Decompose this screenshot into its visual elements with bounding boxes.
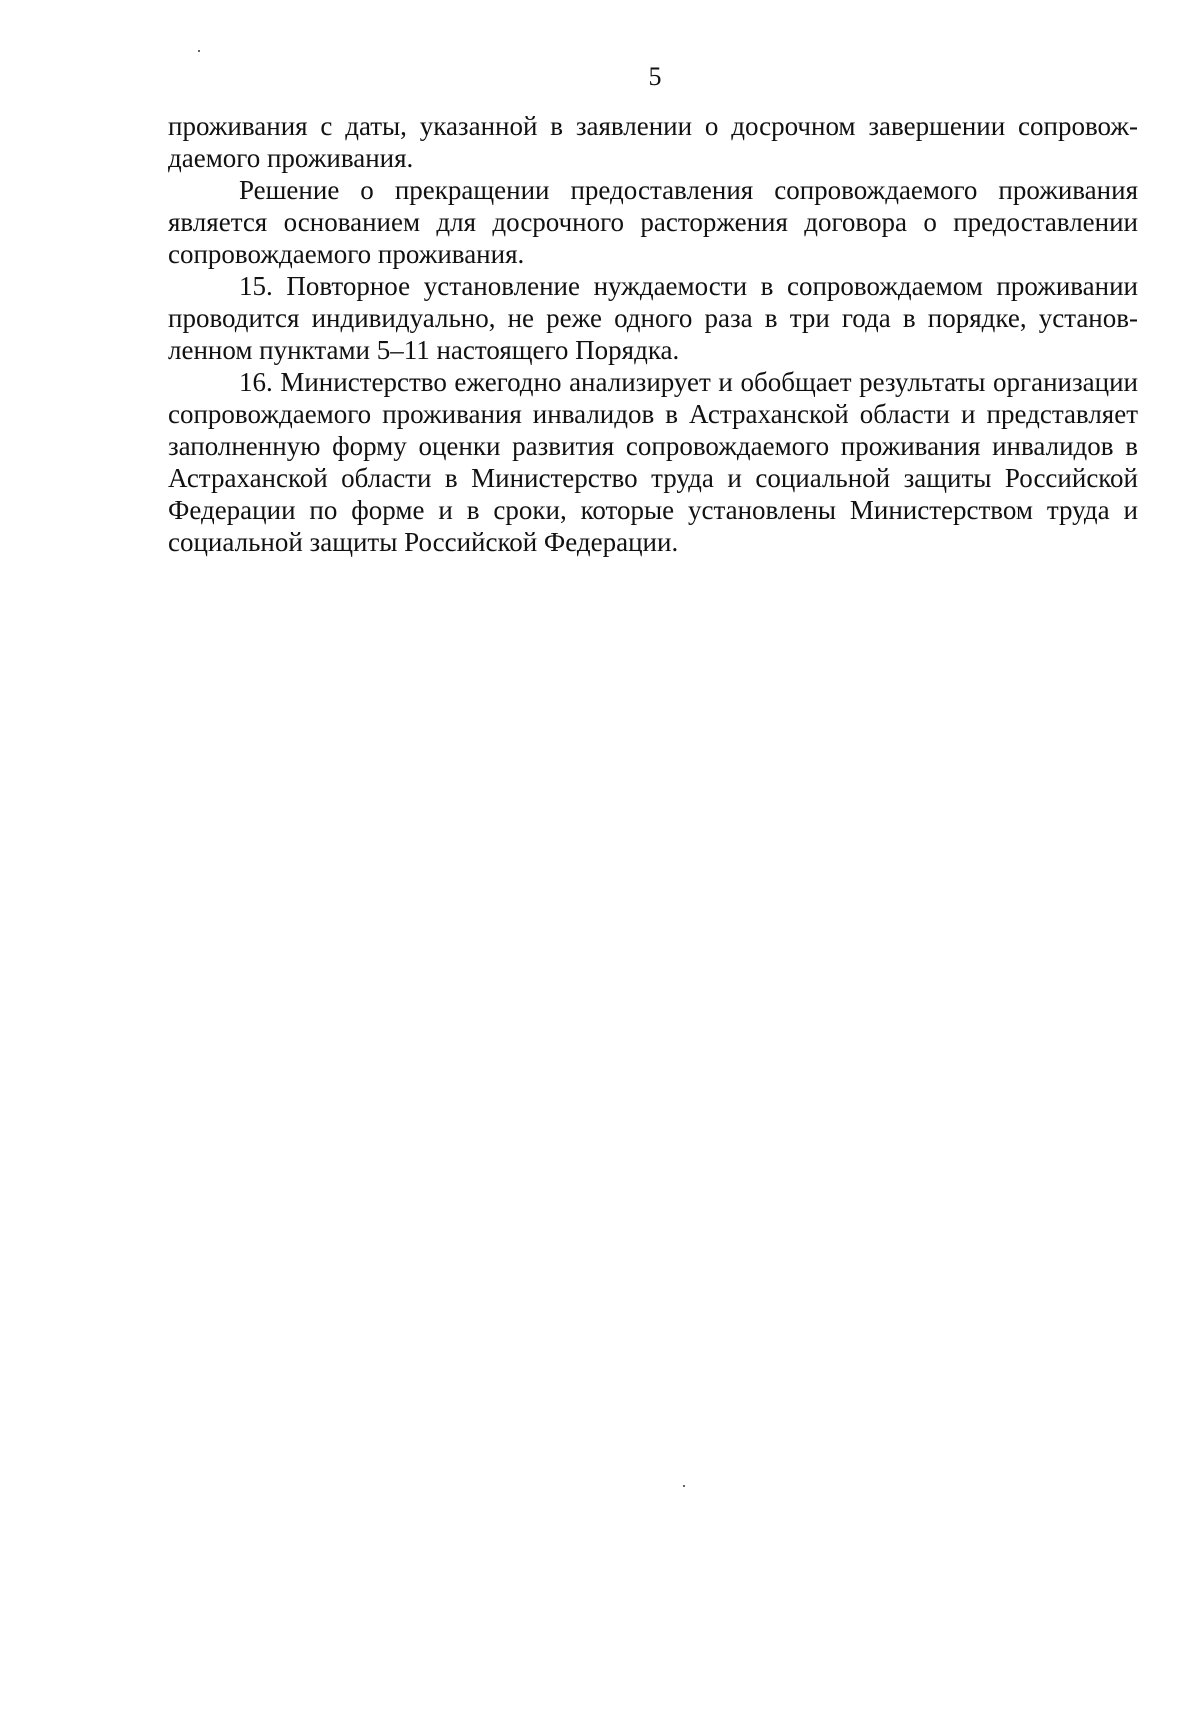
paragraph-clause-15: 15. Повторное установление нуждаемости в сопровождаемом проживании проводится индивидуально, не реже одного раза в три года в порядке, установленном пунктами 5–11 настоящего Порядка. <box>168 271 1138 365</box>
scan-speck <box>198 50 200 52</box>
paragraph-clause-16: 16. Министерство ежегодно анализирует и обобщает результаты организации сопровождаемого проживания инвалидов в Астраханской области и представляет заполненную форму оценки развития сопровождаемого проживания инвалидов в Астраханской области в Министерство труда и социальной защиты Российской Федерации по форме и в сроки, которые установлены Министерством труда и социальной защиты Российской Федерации. <box>168 367 1138 557</box>
paragraph-termination-decision: Решение о прекращении предоставления сопровождаемого проживания является основанием для досрочного расторжения договора о предоставлении сопровождаемого проживания. <box>168 175 1138 269</box>
paragraph-continuation: проживания с даты, указанной в заявлении о досрочном завершении сопровождаемого проживания. <box>168 111 1138 173</box>
scan-speck <box>683 1485 685 1487</box>
document-body <box>168 110 1138 558</box>
page-number: 5 <box>648 62 662 91</box>
